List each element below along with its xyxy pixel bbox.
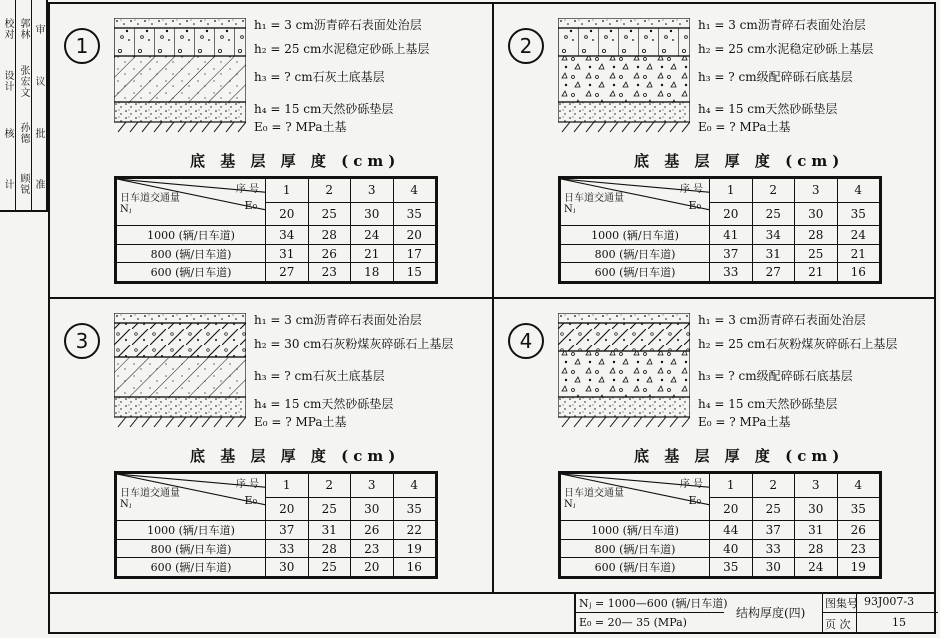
row-label: 1000 (辆/日车道) — [561, 521, 710, 540]
value-cell: 25 — [308, 558, 351, 577]
value-cell: 28 — [308, 539, 351, 558]
row-label: 1000 (辆/日车道) — [117, 521, 266, 540]
thickness-table — [114, 471, 438, 579]
panel-number: 1 — [64, 28, 100, 64]
value-cell: 33 — [266, 539, 309, 558]
seq-cell: 2 — [308, 474, 351, 498]
title-block-rule — [822, 592, 823, 634]
layer-subbase-dots — [114, 56, 246, 102]
thickness-table — [558, 471, 882, 579]
layer-label-h2: h₂ = 25 cm水泥稳定砂砾上基层 — [698, 42, 874, 56]
table-row — [561, 521, 880, 540]
e0-label: E₀ — [688, 199, 701, 212]
layer-cushion — [114, 397, 246, 417]
seq-cell: 3 — [795, 179, 838, 203]
layer-label-h4: h₄ = 15 cm天然砂砾垫层 — [254, 397, 394, 411]
traffic-label: 日车道交通量Nⱼ — [564, 488, 624, 510]
e0-cell: 30 — [795, 202, 838, 226]
value-cell: 20 — [393, 226, 436, 245]
layer-label-h3: h₃ = ? cm石灰土底基层 — [254, 70, 385, 84]
e0-cell: 35 — [837, 497, 880, 521]
value-cell: 23 — [351, 539, 394, 558]
thickness-table — [558, 176, 882, 284]
e0-cell: 25 — [308, 497, 351, 521]
layer-subbase — [558, 56, 690, 102]
layer-label-h1: h₁ = 3 cm沥青碎石表面处治层 — [254, 313, 422, 327]
layer-cushion — [558, 102, 690, 122]
header-diagonal-cell — [561, 179, 710, 226]
signature-col-3 — [32, 0, 46, 210]
layer-surface — [558, 18, 690, 28]
strip-cell: 核 — [2, 127, 13, 139]
row-label: 800 (辆/日车道) — [117, 244, 266, 263]
e0-cell: 25 — [752, 497, 795, 521]
header-diagonal-cell — [561, 474, 710, 521]
traffic-label: 日车道交通量Nⱼ — [564, 193, 624, 215]
layer-label-h4: h₄ = 15 cm天然砂砾垫层 — [254, 102, 394, 116]
value-cell: 40 — [710, 539, 753, 558]
strip-cell: 审 — [33, 23, 44, 35]
value-cell: 35 — [710, 558, 753, 577]
layer-label-h3: h₃ = ? cm级配碎砾石底基层 — [698, 70, 853, 84]
value-cell: 27 — [752, 263, 795, 282]
seq-label: 序 号 — [235, 184, 259, 195]
value-cell: 22 — [393, 521, 436, 540]
value-cell: 24 — [837, 226, 880, 245]
row-label: 600 (辆/日车道) — [117, 558, 266, 577]
strip-cell: 批 — [33, 127, 44, 139]
value-cell: 16 — [837, 263, 880, 282]
value-cell: 44 — [710, 521, 753, 540]
layer-base — [114, 28, 246, 56]
e0-cell: 20 — [710, 202, 753, 226]
table-row — [117, 539, 436, 558]
signature-col-1 — [0, 0, 16, 210]
title-block — [574, 592, 936, 634]
row-label: 1000 (辆/日车道) — [561, 226, 710, 245]
value-cell: 26 — [308, 244, 351, 263]
value-cell: 28 — [308, 226, 351, 245]
value-cell: 30 — [266, 558, 309, 577]
e0-label: E₀ — [244, 199, 257, 212]
seq-cell: 4 — [837, 474, 880, 498]
table-row — [117, 263, 436, 282]
layer-base — [558, 323, 690, 351]
panel-number: 2 — [508, 28, 544, 64]
row-label: 800 (辆/日车道) — [117, 539, 266, 558]
value-cell: 41 — [710, 226, 753, 245]
e0-cell: 20 — [710, 497, 753, 521]
atlas-number-label: 图集号 — [825, 597, 858, 610]
atlas-number-value: 93J007-3 — [864, 595, 915, 608]
seq-cell: 4 — [837, 179, 880, 203]
e0-cell: 30 — [795, 497, 838, 521]
panel-number: 3 — [64, 323, 100, 359]
e0-cell: 25 — [308, 202, 351, 226]
seq-cell: 1 — [710, 179, 753, 203]
value-cell: 24 — [795, 558, 838, 577]
traffic-label: 日车道交通量Nⱼ — [120, 488, 180, 510]
page-number: 15 — [892, 616, 906, 629]
layer-cushion — [558, 397, 690, 417]
row-label: 800 (辆/日车道) — [561, 244, 710, 263]
seq-cell: 2 — [752, 474, 795, 498]
seq-label: 序 号 — [235, 479, 259, 490]
header-diagonal-cell — [117, 474, 266, 521]
title-block-rule — [822, 612, 938, 613]
seq-cell: 1 — [266, 179, 309, 203]
layer-surface — [558, 313, 690, 323]
traffic-label: 日车道交通量Nⱼ — [120, 193, 180, 215]
header-diagonal-cell — [117, 179, 266, 226]
value-cell: 37 — [752, 521, 795, 540]
layer-label-e0: E₀ = ? MPa土基 — [698, 120, 791, 134]
value-cell: 15 — [393, 263, 436, 282]
table-title: 底 基 层 厚 度 (cm) — [190, 152, 401, 170]
soil-hatch — [558, 122, 690, 132]
drawing-title: 结构厚度(四) — [736, 606, 806, 620]
strip-cell: 郭林 — [18, 18, 29, 40]
seq-label: 序 号 — [679, 479, 703, 490]
row-label: 1000 (辆/日车道) — [117, 226, 266, 245]
table-row — [561, 263, 880, 282]
layer-subbase-dots — [114, 357, 246, 397]
value-cell: 37 — [266, 521, 309, 540]
table-row — [561, 226, 880, 245]
strip-cell: 准 — [33, 178, 44, 190]
table-title: 底 基 层 厚 度 (cm) — [190, 447, 401, 465]
value-cell: 20 — [351, 558, 394, 577]
row-label: 800 (辆/日车道) — [561, 539, 710, 558]
value-cell: 25 — [795, 244, 838, 263]
value-cell: 34 — [266, 226, 309, 245]
nj-range: Nⱼ = 1000—600 (辆/日车道) — [579, 597, 728, 610]
e0-cell: 20 — [266, 202, 309, 226]
layer-label-e0: E₀ = ? MPa土基 — [698, 415, 791, 429]
layer-label-e0: E₀ = ? MPa土基 — [254, 120, 347, 134]
strip-cell: 张宏文 — [18, 64, 29, 98]
table-row — [561, 539, 880, 558]
layer-diagram — [114, 313, 246, 429]
layer-diagram — [114, 18, 246, 134]
layer-diagram — [558, 313, 690, 429]
value-cell: 31 — [795, 521, 838, 540]
value-cell: 17 — [393, 244, 436, 263]
table-row — [117, 244, 436, 263]
value-cell: 28 — [795, 226, 838, 245]
e0-range: E₀ = 20— 35 (MPa) — [579, 616, 687, 629]
strip-cell: 计 — [2, 178, 13, 190]
row-label: 600 (辆/日车道) — [117, 263, 266, 282]
soil-hatch — [114, 122, 246, 132]
strip-cell: 孙德 — [18, 122, 29, 144]
value-cell: 21 — [795, 263, 838, 282]
value-cell: 30 — [752, 558, 795, 577]
value-cell: 31 — [308, 521, 351, 540]
table-row — [117, 521, 436, 540]
layer-label-h4: h₄ = 15 cm天然砂砾垫层 — [698, 397, 838, 411]
table-title: 底 基 层 厚 度 (cm) — [634, 152, 845, 170]
e0-cell: 35 — [837, 202, 880, 226]
table-title: 底 基 层 厚 度 (cm) — [634, 447, 845, 465]
seq-cell: 4 — [393, 474, 436, 498]
value-cell: 26 — [351, 521, 394, 540]
seq-cell: 1 — [710, 474, 753, 498]
value-cell: 27 — [266, 263, 309, 282]
value-cell: 31 — [752, 244, 795, 263]
e0-cell: 20 — [266, 497, 309, 521]
page-label: 页 次 — [825, 618, 851, 631]
seq-cell: 3 — [795, 474, 838, 498]
panel-3 — [50, 299, 494, 594]
layer-label-h1: h₁ = 3 cm沥青碎石表面处治层 — [254, 18, 422, 32]
thickness-table — [114, 176, 438, 284]
layer-base — [114, 323, 246, 357]
value-cell: 21 — [351, 244, 394, 263]
seq-cell: 2 — [752, 179, 795, 203]
value-cell: 26 — [837, 521, 880, 540]
layer-cushion — [114, 102, 246, 122]
table-row — [561, 558, 880, 577]
layer-subbase — [558, 351, 690, 397]
layer-label-h4: h₄ = 15 cm天然砂砾垫层 — [698, 102, 838, 116]
e0-cell: 30 — [351, 497, 394, 521]
layer-label-h2: h₂ = 30 cm石灰粉煤灰碎砾石上基层 — [254, 337, 454, 351]
strip-cell: 顾锐 — [18, 173, 29, 195]
value-cell: 34 — [752, 226, 795, 245]
e0-label: E₀ — [244, 494, 257, 507]
table-row — [561, 244, 880, 263]
layer-surface — [114, 313, 246, 323]
seq-cell: 1 — [266, 474, 309, 498]
layer-base — [558, 28, 690, 56]
layer-label-h1: h₁ = 3 cm沥青碎石表面处治层 — [698, 18, 866, 32]
value-cell: 23 — [837, 539, 880, 558]
value-cell: 24 — [351, 226, 394, 245]
value-cell: 37 — [710, 244, 753, 263]
panel-4 — [494, 299, 938, 594]
seq-label: 序 号 — [679, 184, 703, 195]
e0-cell: 35 — [393, 497, 436, 521]
strip-cell: 校对 — [2, 18, 13, 40]
soil-hatch — [114, 417, 246, 427]
e0-cell: 30 — [351, 202, 394, 226]
layer-label-h3: h₃ = ? cm级配碎砾石底基层 — [698, 369, 853, 383]
layer-surface — [114, 18, 246, 28]
e0-label: E₀ — [688, 494, 701, 507]
signature-strip — [0, 0, 48, 212]
value-cell: 28 — [795, 539, 838, 558]
value-cell: 19 — [837, 558, 880, 577]
layer-label-h2: h₂ = 25 cm石灰粉煤灰碎砾石上基层 — [698, 337, 898, 351]
value-cell: 16 — [393, 558, 436, 577]
seq-cell: 3 — [351, 474, 394, 498]
strip-cell: 议 — [33, 75, 44, 87]
layer-label-h2: h₂ = 25 cm水泥稳定砂砾上基层 — [254, 42, 430, 56]
value-cell: 31 — [266, 244, 309, 263]
panel-number: 4 — [508, 323, 544, 359]
row-label: 600 (辆/日车道) — [561, 263, 710, 282]
value-cell: 18 — [351, 263, 394, 282]
layer-diagram — [558, 18, 690, 134]
layer-label-h3: h₃ = ? cm石灰土底基层 — [254, 369, 385, 383]
seq-cell: 3 — [351, 179, 394, 203]
table-row — [117, 558, 436, 577]
value-cell: 33 — [710, 263, 753, 282]
seq-cell: 2 — [308, 179, 351, 203]
panel-2 — [494, 4, 938, 299]
row-label: 600 (辆/日车道) — [561, 558, 710, 577]
value-cell: 19 — [393, 539, 436, 558]
layer-label-e0: E₀ = ? MPa土基 — [254, 415, 347, 429]
value-cell: 21 — [837, 244, 880, 263]
strip-cell: 设计 — [2, 70, 13, 92]
e0-cell: 35 — [393, 202, 436, 226]
layer-label-h1: h₁ = 3 cm沥青碎石表面处治层 — [698, 313, 866, 327]
e0-cell: 25 — [752, 202, 795, 226]
seq-cell: 4 — [393, 179, 436, 203]
panel-1 — [50, 4, 494, 299]
value-cell: 33 — [752, 539, 795, 558]
value-cell: 23 — [308, 263, 351, 282]
soil-hatch — [558, 417, 690, 427]
title-block-rule — [576, 612, 724, 613]
table-row — [117, 226, 436, 245]
signature-col-2 — [16, 0, 32, 210]
